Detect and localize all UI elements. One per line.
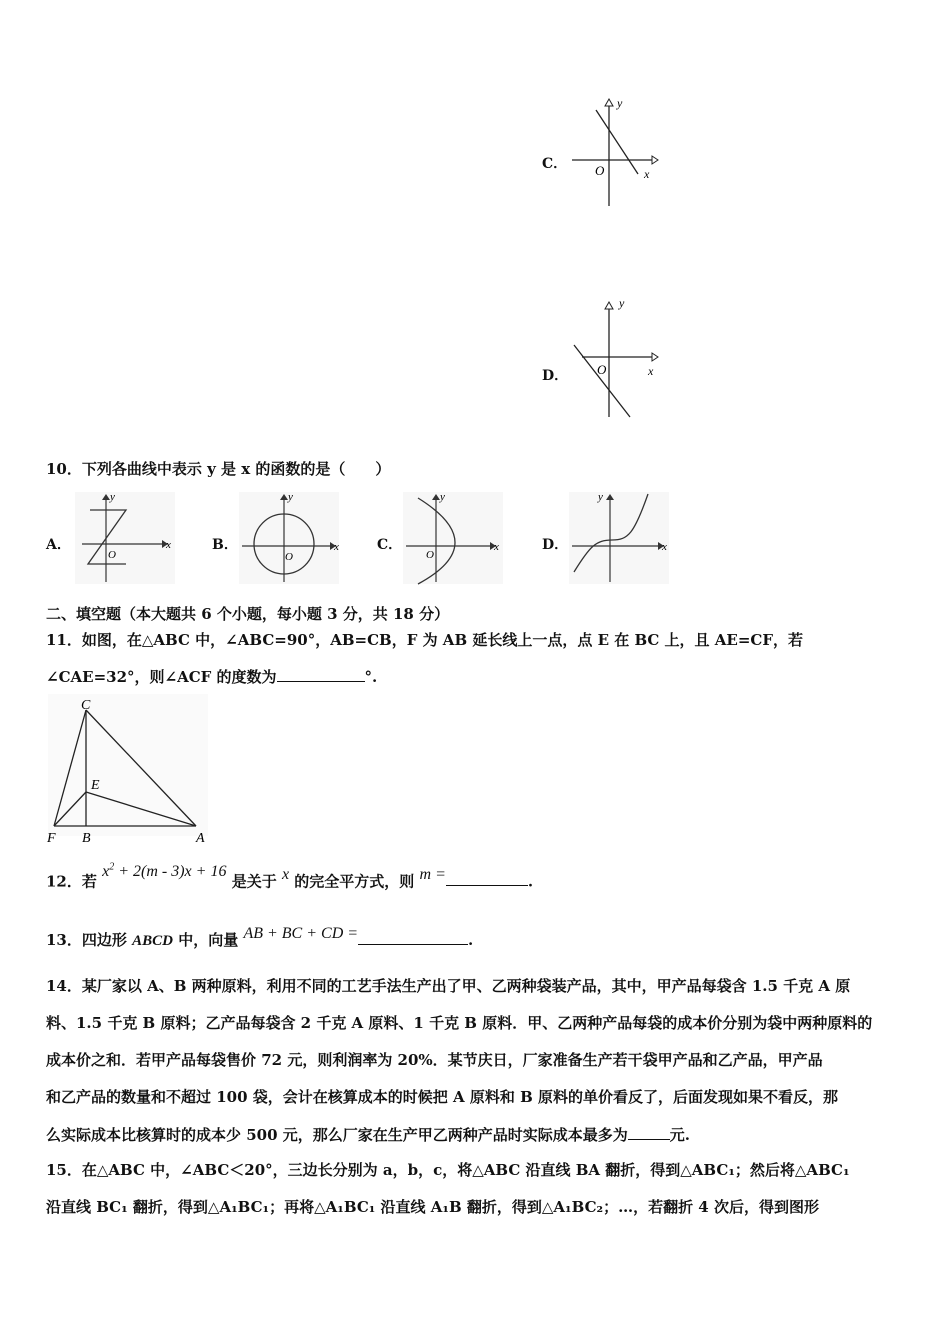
origin-label: O <box>597 362 607 377</box>
q12-expression <box>102 863 226 880</box>
q13-vector-expression: AB + BC + CD = <box>243 925 359 942</box>
q12-m-eq: m = <box>419 866 446 884</box>
q13-shape: ABCD <box>132 933 173 949</box>
q11-line-1: 11．如图，在△ABC 中，∠ABC=90°，AB=CB，F 为 AB 延长线上一点，点 E 在 BC 上，且 AE=CF，若 <box>46 631 804 649</box>
point-e-label: E <box>91 778 100 793</box>
origin-label: O <box>285 551 293 563</box>
q12-answer-blank[interactable] <box>446 870 528 886</box>
x-axis-arrow <box>652 353 658 361</box>
y-label: y <box>110 491 115 503</box>
y-label: y <box>619 296 625 310</box>
y-axis-arrow <box>605 99 613 106</box>
q12-prefix: 12．若 <box>46 872 97 891</box>
q14-line-3: 成本价之和．若甲产品每袋售价 72 元，则利润率为 20%．某节庆日，厂家准备生产若干袋甲产品和乙产品，甲产品 <box>46 1051 823 1069</box>
q14-line-5-end: 元. <box>669 1126 690 1144</box>
q10-option-c-label: C． <box>377 537 403 553</box>
graph-background <box>569 492 669 584</box>
q12 <box>46 862 534 892</box>
y-label: y <box>598 491 603 503</box>
q11-answer-blank[interactable] <box>277 666 365 682</box>
q9-graph-d <box>562 295 662 423</box>
q12-var: x <box>281 866 290 884</box>
point-c-label: C <box>81 698 91 713</box>
x-axis-arrow <box>652 156 658 164</box>
origin-label: O <box>595 163 605 178</box>
q13-mid: 中，向量 <box>172 931 239 949</box>
graph-background <box>75 492 175 584</box>
q10-graph-c <box>400 488 510 588</box>
q14-answer-blank[interactable] <box>628 1124 670 1140</box>
option-c-label: C． <box>542 156 568 172</box>
q14-line-1: 14．某厂家以 A、B 两种原料，利用不同的工艺手法生产出了甲、乙两种袋装产品，其中，甲产品每袋含 1.5 千克 A 原 <box>46 977 851 995</box>
y-label: y <box>440 491 445 503</box>
x-label: x <box>334 541 339 553</box>
q12-suffix: 的完全平方式，则 <box>294 872 415 891</box>
q11-line-2-text: ∠CAE=32°，则∠ACF 的度数为 <box>46 668 277 686</box>
point-b-label: B <box>82 831 91 844</box>
option-d-label: D． <box>542 368 569 384</box>
point-a-label: A <box>196 831 205 844</box>
q13-answer-blank[interactable] <box>358 929 468 945</box>
section-2-heading: 二、填空题（本大题共 6 个小题，每小题 3 分，共 18 分） <box>46 605 450 623</box>
q13-prefix: 13．四边形 <box>46 931 133 949</box>
x-label: x <box>662 541 667 553</box>
figure-background <box>48 694 208 836</box>
x-label: x <box>644 167 650 181</box>
q14-line-2: 料、1.5 千克 B 原料；乙产品每袋含 2 千克 A 原料、1 千克 B 原料．甲、乙两种产品每袋的成本价分别为袋中两种原料的 <box>46 1014 873 1032</box>
q10-option-d-label: D． <box>542 537 569 553</box>
y-axis-arrow <box>605 302 613 309</box>
q12-expr-rest: + 2(m - 3)x + 16 <box>114 863 227 881</box>
q10-option-b-label: B． <box>212 537 238 553</box>
q12-expr-exponent: 2 <box>109 862 115 873</box>
origin-label: O <box>108 549 116 561</box>
q15-line-2: 沿直线 BC₁ 翻折，得到△A₁BC₁；再将△A₁BC₁ 沿直线 A₁B 翻折，得到△A₁BC₂；…，若翻折 4 次后，得到图形 <box>46 1198 819 1216</box>
graph-line <box>574 345 630 417</box>
y-label: y <box>288 491 293 503</box>
q10-stem: 10．下列各曲线中表示 y 是 x 的函数的是（ ） <box>46 460 391 478</box>
q14-line-5-text: 么实际成本比核算时的成本少 500 元，那么厂家在生产甲乙两种产品时实际成本最多为 <box>46 1126 628 1144</box>
point-f-label: F <box>47 831 56 844</box>
q11-triangle-figure <box>44 692 212 844</box>
q14-line-4: 和乙产品的数量和不超过 100 袋，会计在核算成本的时候把 A 原料和 B 原料的单价看反了，后面发现如果不看反，那 <box>46 1088 838 1106</box>
q12-end: . <box>527 872 534 891</box>
q13 <box>46 925 474 951</box>
x-label: x <box>166 539 171 551</box>
graph-background <box>403 492 503 584</box>
q13-end: . <box>468 931 474 949</box>
q11-line-2 <box>46 666 377 687</box>
q10-graph-d <box>566 488 676 588</box>
origin-label: O <box>426 549 434 561</box>
q10-option-a-label: A． <box>46 537 71 553</box>
q15-line-1: 15．在△ABC 中，∠ABC＜20°，三边长分别为 a，b，c，将△ABC 沿直线 BA 翻折，得到△ABC₁；然后将△ABC₁ <box>46 1161 850 1179</box>
q12-mid: 是关于 <box>231 872 277 891</box>
q11-line-2-end: °. <box>364 668 378 686</box>
q10-graph-a <box>70 488 180 588</box>
y-label: y <box>617 96 623 110</box>
x-label: x <box>648 364 654 378</box>
q9-graph-c <box>562 92 662 210</box>
x-label: x <box>494 541 499 553</box>
q10-graph-b <box>236 488 346 588</box>
q14-line-5 <box>46 1124 690 1145</box>
q12-expr-x: x <box>102 863 110 881</box>
